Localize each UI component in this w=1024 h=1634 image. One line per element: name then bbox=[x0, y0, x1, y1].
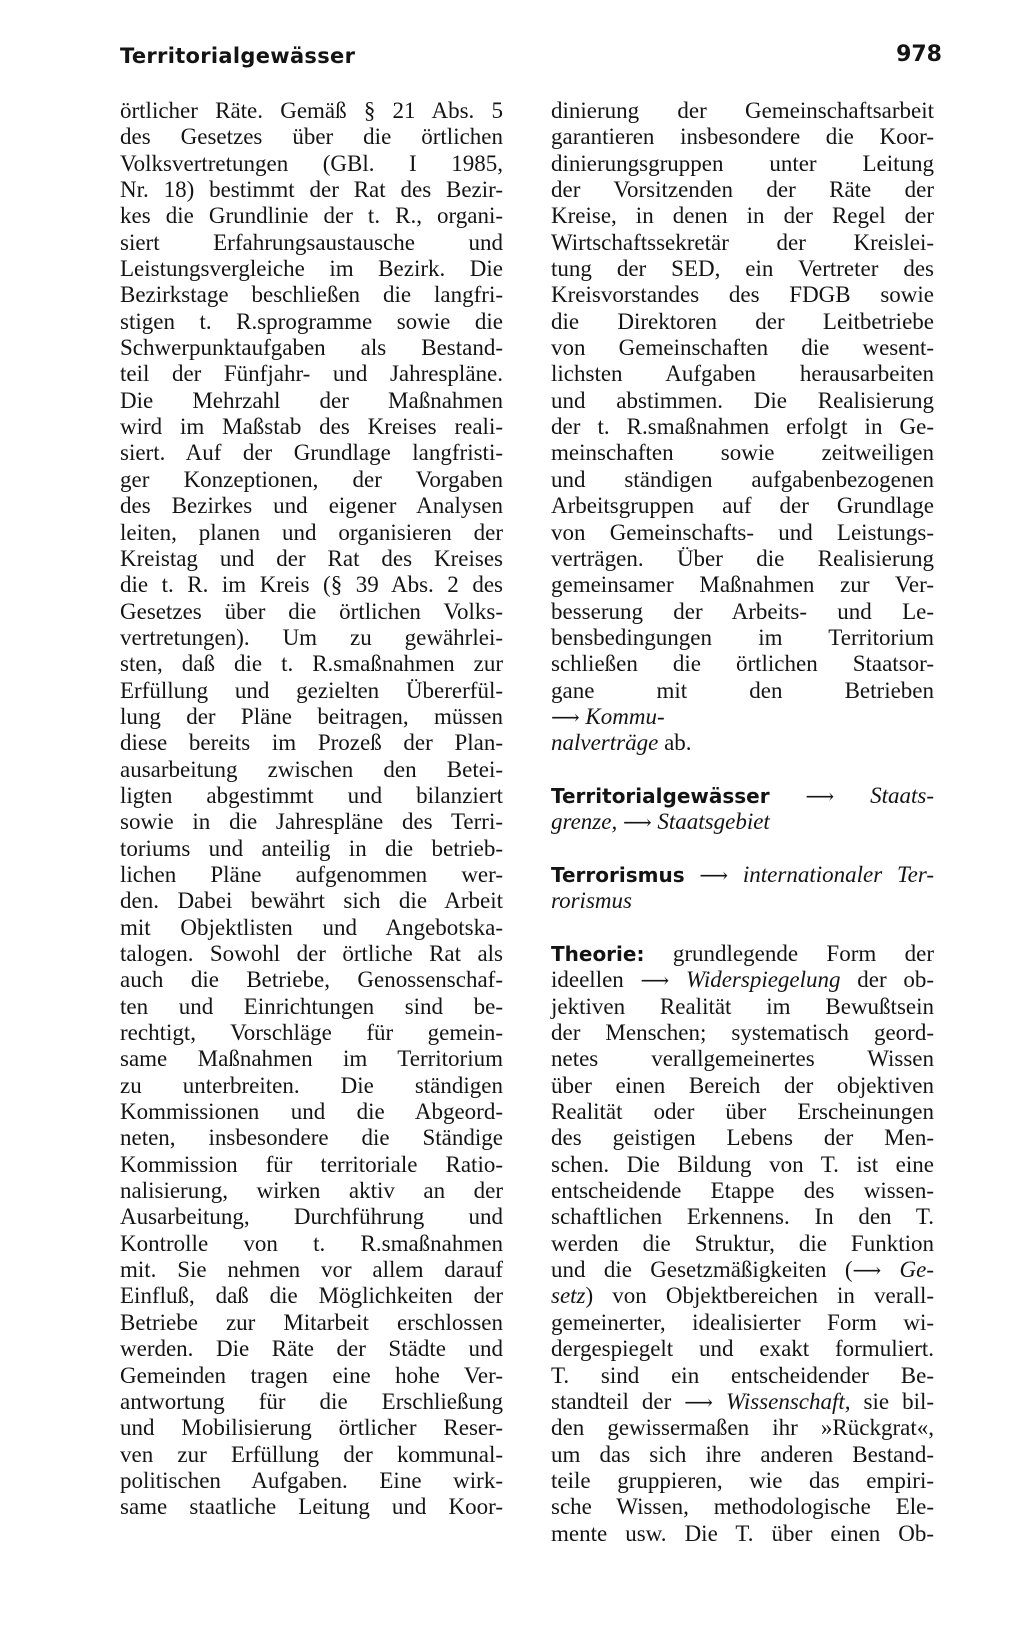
text-line: schließen die örtlichen Staatsor- bbox=[551, 651, 934, 677]
text-line: die Direktoren der Leitbetriebe bbox=[551, 308, 934, 334]
arrow-icon: ⟶ bbox=[852, 1260, 882, 1283]
text-line: Nr. 18) bestimmt der Rat des Bezir- bbox=[120, 177, 503, 203]
text-line: sche Wissen, methodologische Ele- bbox=[551, 1494, 934, 1520]
text-line bbox=[551, 730, 934, 756]
cross-reference[interactable]: Wissenschaft, bbox=[725, 1388, 851, 1414]
text-line: und Mobilisierung örtlicher Reser- bbox=[120, 1415, 503, 1441]
text-line: auch die Betriebe, Genossenschaf- bbox=[120, 967, 503, 993]
text-line: Schwerpunktaufgaben als Bestand- bbox=[120, 335, 503, 361]
line-text: sie bil- bbox=[850, 1388, 935, 1414]
cross-reference[interactable]: nalverträge bbox=[551, 730, 659, 756]
text-line: der Menschen; systematisch geord- bbox=[551, 1020, 934, 1046]
entry-body bbox=[551, 1415, 934, 1547]
text-line bbox=[551, 888, 934, 914]
text-line: Kreise, in denen in der Regel der bbox=[551, 203, 934, 229]
text-line: nalisierung, wirken aktiv an der bbox=[120, 1178, 503, 1204]
text-line: vertretungen). Um zu gewährlei- bbox=[120, 624, 503, 650]
text-line: Leistungsvergleiche im Bezirk. Die bbox=[120, 256, 503, 282]
text-line: ger Konzeptionen, der Vorgaben bbox=[120, 466, 503, 492]
text-line: lung der Pläne beitragen, müssen bbox=[120, 703, 503, 729]
cross-reference[interactable]: Ge- bbox=[899, 1257, 934, 1283]
text-line: siert Erfahrungsaustausche und bbox=[120, 229, 503, 255]
entry-terrorismus bbox=[551, 862, 934, 915]
text-line bbox=[551, 1283, 934, 1309]
entry-keyword: Theorie: bbox=[551, 942, 645, 966]
text-line: des Gesetzes über die örtlichen bbox=[120, 124, 503, 150]
text-line: ausarbeitung zwischen den Betei- bbox=[120, 756, 503, 782]
line-text: ideellen bbox=[551, 967, 641, 993]
text-line: stigen t. R.sprogramme sowie die bbox=[120, 308, 503, 334]
text-line: sten, daß die t. R.smaßnahmen zur bbox=[120, 651, 503, 677]
text-line: Kreisvorstandes des FDGB sowie bbox=[551, 282, 934, 308]
text-line: Arbeitsgruppen auf der Grundlage bbox=[551, 493, 934, 519]
line-text: ) von Objektbereichen in verall- bbox=[585, 1283, 934, 1309]
cross-reference[interactable]: Kommu- bbox=[585, 703, 665, 729]
arrow-icon: ⟶ bbox=[640, 970, 670, 993]
text-line: wird im Maßstab des Kreises reali- bbox=[120, 414, 503, 440]
text-line: sowie in die Jahrespläne des Terri- bbox=[120, 809, 503, 835]
text-line: und abstimmen. Die Realisierung bbox=[551, 387, 934, 413]
text-line: Kommission für territoriale Ratio- bbox=[120, 1151, 503, 1177]
text-line: jektiven Realität im Bewußtsein bbox=[551, 993, 934, 1019]
text-line: teil der Fünfjahr- und Jahrespläne. bbox=[120, 361, 503, 387]
continuation-text bbox=[551, 98, 934, 704]
text-line: Kommissionen und die Abgeord- bbox=[120, 1099, 503, 1125]
text-line: meinschaften sowie zeitweiligen bbox=[551, 440, 934, 466]
text-line bbox=[551, 783, 934, 809]
text-line: kes die Grundlinie der t. R., organi- bbox=[120, 203, 503, 229]
text-line: same staatliche Leitung und Koor- bbox=[120, 1494, 503, 1520]
line-text: standteil der bbox=[551, 1388, 685, 1414]
cross-reference[interactable]: Widerspiegelung bbox=[685, 967, 841, 993]
text-line: Betriebe zur Mitarbeit erschlossen bbox=[120, 1309, 503, 1335]
running-head-title: Territorialgewässer bbox=[120, 44, 356, 68]
text-line: T. sind ein entscheidender Be- bbox=[551, 1362, 934, 1388]
text-line: ven zur Erfüllung der kommunal- bbox=[120, 1441, 503, 1467]
text-line: toriums und anteilig in die betrieb- bbox=[120, 835, 503, 861]
line-text: der ob- bbox=[840, 967, 935, 993]
line-text: und die Gesetzmäßigkeiten ( bbox=[551, 1257, 853, 1283]
text-line: über einen Bereich der objektiven bbox=[551, 1072, 934, 1098]
text-line bbox=[551, 967, 934, 993]
text-line: rechtigt, Vorschläge für gemein- bbox=[120, 1020, 503, 1046]
line-text: grundlegende Form der bbox=[644, 941, 934, 966]
text-line: Gemeinden tragen eine hohe Ver- bbox=[120, 1362, 503, 1388]
text-line: verträgen. Über die Realisierung bbox=[551, 545, 934, 571]
entry-body bbox=[551, 994, 934, 1257]
text-line: ligten abgestimmt und bilanziert bbox=[120, 782, 503, 808]
entry-keyword: Terrorismus bbox=[551, 862, 685, 887]
text-line: von Gemeinschaften die wesent- bbox=[551, 335, 934, 361]
text-line: netes verallgemeinertes Wissen bbox=[551, 1046, 934, 1072]
cross-reference[interactable]: grenze, bbox=[551, 809, 618, 835]
text-line: talogen. Sowohl der örtliche Rat als bbox=[120, 941, 503, 966]
text-line: lichen Pläne aufgenommen wer- bbox=[120, 861, 503, 887]
text-line: teile gruppieren, wie das empiri- bbox=[551, 1467, 934, 1493]
cross-reference[interactable]: internationaler Ter- bbox=[742, 861, 934, 887]
text-line bbox=[551, 1257, 934, 1283]
text-line: dinierungsgruppen unter Leitung bbox=[551, 150, 934, 176]
cross-reference[interactable]: setz bbox=[551, 1283, 586, 1309]
text-line: der t. R.smaßnahmen erfolgt in Ge- bbox=[551, 414, 934, 440]
text-line: gemeinsamer Maßnahmen zur Ver- bbox=[551, 572, 934, 598]
text-line: diese bereits im Prozeß der Plan- bbox=[120, 730, 503, 756]
text-line: werden die Struktur, die Funktion bbox=[551, 1230, 934, 1256]
cross-reference[interactable]: Staatsgebiet bbox=[657, 809, 770, 835]
cross-reference[interactable]: Staats- bbox=[870, 782, 934, 808]
text-line: bensbedingungen im Territorium bbox=[551, 624, 934, 650]
text-line: Einfluß, daß die Möglichkeiten der bbox=[120, 1283, 503, 1309]
text-line: besserung der Arbeits- und Le- bbox=[551, 598, 934, 624]
text-line: leiten, planen und organisieren der bbox=[120, 519, 503, 545]
text-line: mit Objektlisten und Angebotska- bbox=[120, 914, 503, 940]
left-column bbox=[120, 98, 503, 1521]
arrow-icon: ⟶ bbox=[551, 706, 580, 729]
text-line bbox=[551, 1389, 934, 1415]
text-line: ten und Einrichtungen sind be- bbox=[120, 993, 503, 1019]
text-line: garantieren insbesondere die Koor- bbox=[551, 124, 934, 150]
text-line: entscheidende Etappe des wissen- bbox=[551, 1178, 934, 1204]
text-line: gemeinerter, idealisierter Form wi- bbox=[551, 1309, 934, 1335]
text-line: den. Dabei bewährt sich die Arbeit bbox=[120, 888, 503, 914]
text-line: Kreistag und der Rat des Kreises bbox=[120, 545, 503, 571]
text-line: Realität oder über Erscheinungen bbox=[551, 1099, 934, 1125]
text-line: dergespiegelt und exakt formuliert. bbox=[551, 1336, 934, 1362]
page-number: 978 bbox=[896, 42, 942, 67]
text-line: Kontrolle von t. R.smaßnahmen bbox=[120, 1230, 503, 1256]
text-line: um das sich ihre anderen Bestand- bbox=[551, 1441, 934, 1467]
text-line: zu unterbreiten. Die ständigen bbox=[120, 1072, 503, 1098]
text-line: mente usw. Die T. über einen Ob- bbox=[551, 1520, 934, 1546]
text-line: Bezirkstage beschließen die langfri- bbox=[120, 282, 503, 308]
text-line bbox=[551, 809, 934, 835]
text-line: der Vorsitzenden der Räte der bbox=[551, 177, 934, 203]
text-line bbox=[551, 862, 934, 888]
entry-theorie bbox=[551, 941, 934, 1547]
text-line: Gesetzes über die örtlichen Volks- bbox=[120, 598, 503, 624]
text-line bbox=[551, 704, 934, 730]
text-line bbox=[551, 941, 934, 967]
text-line: Erfüllung und gezielten Übererfül- bbox=[120, 677, 503, 703]
cross-reference[interactable]: rorismus bbox=[551, 888, 632, 914]
text-line: des Bezirkes und eigener Analysen bbox=[120, 493, 503, 519]
text-line: von Gemeinschafts- und Leistungs- bbox=[551, 519, 934, 545]
entry-body bbox=[551, 1310, 934, 1389]
text-line: Die Mehrzahl der Maßnahmen bbox=[120, 387, 503, 413]
text-line: antwortung für die Erschließung bbox=[120, 1388, 503, 1414]
text-line: tung der SED, ein Vertreter des bbox=[551, 256, 934, 282]
text-line: gane mit den Betrieben bbox=[551, 677, 934, 703]
text-line: dinierung der Gemeinschaftsarbeit bbox=[551, 98, 934, 123]
text-line: die t. R. im Kreis (§ 39 Abs. 2 des bbox=[120, 572, 503, 598]
text-line: siert. Auf der Grundlage langfristi- bbox=[120, 440, 503, 466]
text-line: des geistigen Lebens der Men- bbox=[551, 1125, 934, 1151]
text-line: den gewissermaßen ihr »Rückgrat«, bbox=[551, 1415, 934, 1441]
text-line: schen. Die Bildung von T. ist eine bbox=[551, 1151, 934, 1177]
text-line: Ausarbeitung, Durchführung und bbox=[120, 1204, 503, 1230]
arrow-icon: ⟶ bbox=[699, 864, 729, 887]
text-line: Volksvertretungen (GBl. I 1985, bbox=[120, 150, 503, 176]
text-line: Wirtschaftssekretär der Kreislei- bbox=[551, 229, 934, 255]
text-line: politischen Aufgaben. Eine wirk- bbox=[120, 1467, 503, 1493]
text-line: werden. Die Räte der Städte und bbox=[120, 1336, 503, 1362]
text-line: lichsten Aufgaben herausarbeiten bbox=[551, 361, 934, 387]
text-line: mit. Sie nehmen vor allem darauf bbox=[120, 1257, 503, 1283]
text-line: örtlicher Räte. Gemäß § 21 Abs. 5 bbox=[120, 98, 503, 123]
arrow-icon: ⟶ bbox=[622, 812, 652, 835]
text-line: neten, insbesondere die Ständige bbox=[120, 1125, 503, 1151]
text-line: same Maßnahmen im Territorium bbox=[120, 1046, 503, 1072]
right-column bbox=[551, 98, 934, 1547]
text-line: und ständigen aufgabenbezogenen bbox=[551, 466, 934, 492]
text-line: schaftlichen Erkennens. In den T. bbox=[551, 1204, 934, 1230]
entry-keyword: Territorialgewässer bbox=[551, 783, 770, 808]
arrow-icon: ⟶ bbox=[684, 1391, 713, 1414]
entry-territorialgewaesser bbox=[551, 783, 934, 836]
arrow-icon: ⟶ bbox=[805, 785, 835, 808]
line-text: ab. bbox=[658, 730, 692, 756]
